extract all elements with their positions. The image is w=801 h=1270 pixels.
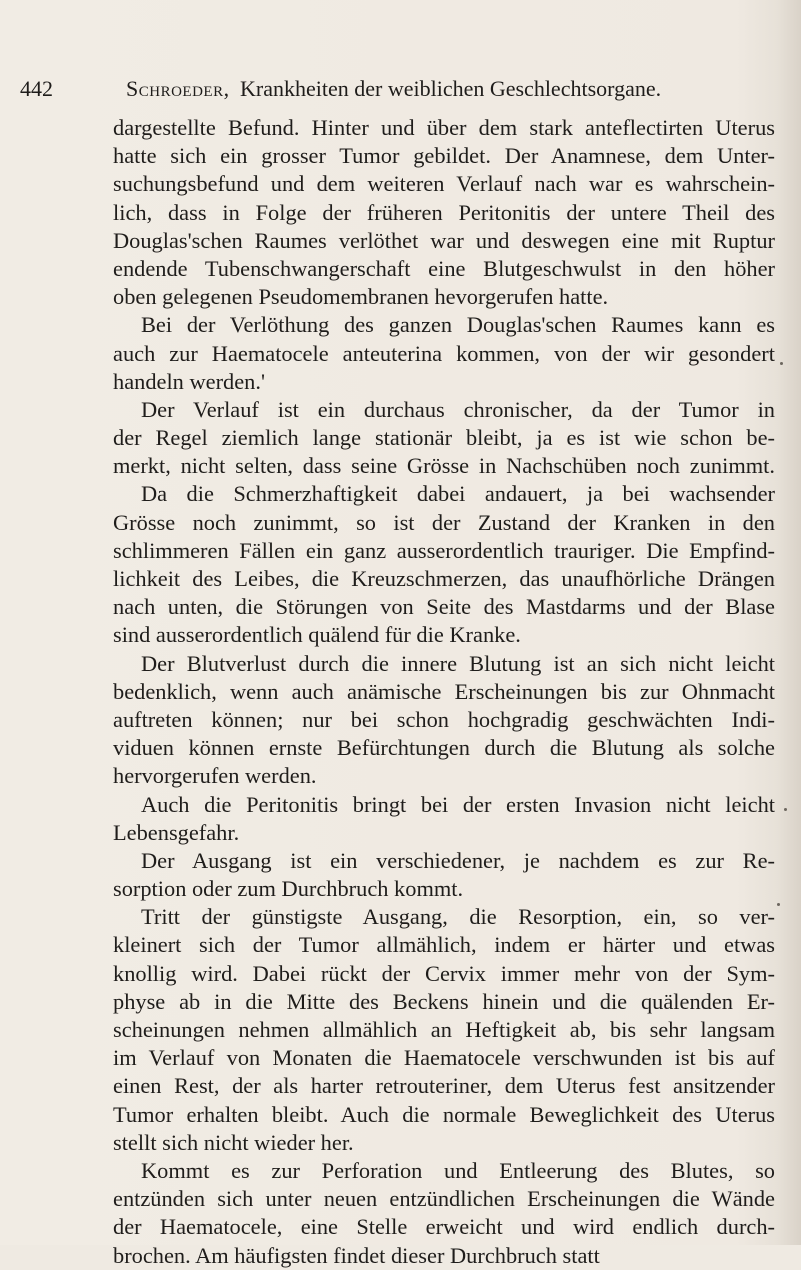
text-line: hervorgerufen werden. [113, 763, 317, 789]
text-line: Der Verlauf ist ein durchaus chronischer, da der Tumor in [141, 396, 775, 422]
text-line: Bei der Verlöthung des ganzen Douglas'schen Raumes kann es [141, 312, 775, 338]
text-line: oben gelegenen Pseudomembranen hevorgerufen hatte. [113, 284, 609, 310]
text-line: im Verlauf von Monaten die Haematocele verschwunden ist bis auf [113, 1045, 775, 1071]
text-line: Tumor erhalten bleibt. Auch die normale Beweglichkeit des Uterus [113, 1101, 775, 1127]
text-line: Grösse noch zunimmt, so ist der Zustand der Kranken in den [113, 509, 775, 535]
text-line: sind ausserordentlich quälend für die Kranke. [113, 622, 521, 648]
text-line: auch zur Haematocele anteuterina kommen, von der wir gesondert [113, 340, 775, 366]
text-line: der Regel ziemlich lange stationär bleibt, ja es ist wie schon be- [113, 425, 775, 451]
page-number: 442 [20, 76, 53, 101]
text-line: suchungsbefund und dem weiteren Verlauf nach war es wahrschein- [113, 171, 775, 197]
text-line: Lebensgefahr. [113, 819, 240, 845]
text-line: knollig wird. Dabei rückt der Cervix immer mehr von der Sym- [113, 960, 775, 986]
text-line: dargestellte Befund. Hinter und über dem stark anteflectirten Uterus [113, 115, 775, 140]
text-line: Auch die Peritonitis bringt bei der ersten Invasion nicht leicht [141, 791, 775, 817]
text-line: scheinungen nehmen allmählich an Heftigkeit ab, bis sehr langsam [113, 1017, 775, 1042]
text-line: Der Blutverlust durch die innere Blutung ist an sich nicht leicht [141, 650, 775, 676]
text-line: schlimmeren Fällen ein ganz ausserordentlich trauriger. Die Empfind- [113, 537, 775, 563]
text-line: handeln werden.' [113, 368, 266, 394]
body-text [113, 114, 775, 1270]
text-line: brochen. Am häufigsten findet dieser Durchbruch statt [113, 1242, 600, 1268]
text-line: der Haematocele, eine Stelle erweicht und wird endlich durch- [113, 1214, 775, 1240]
print-speck [777, 903, 780, 906]
text-line: merkt, nicht selten, dass seine Grösse in Nachschüben noch zunimmt. [113, 453, 775, 479]
text-line: lich, dass in Folge der früheren Peritonitis der untere Theil des [113, 199, 775, 225]
text-line: lichkeit des Leibes, die Kreuzschmerzen, das unaufhörliche Drängen [113, 566, 775, 591]
print-speck [784, 808, 787, 811]
text-line: entzünden sich unter neuen entzündlichen Erscheinungen die Wände [113, 1186, 775, 1212]
text-line: viduen können ernste Befürchtungen durch die Blutung als solche [113, 735, 775, 761]
print-speck [780, 362, 783, 365]
text-line: bedenklich, wenn auch anämische Erscheinungen bis zur Ohnmacht [113, 678, 775, 704]
text-line: Douglas'schen Raumes verlöthet war und deswegen eine mit Ruptur [113, 227, 775, 253]
text-line: sorption oder zum Durchbruch kommt. [113, 876, 464, 902]
text-line: physe ab in die Mitte des Beckens hinein und die quälenden Er- [113, 988, 775, 1014]
text-line: einen Rest, der als harter retrouteriner, dem Uterus fest ansitzender [113, 1073, 775, 1099]
text-line: auftreten können; nur bei schon hochgradig geschwächten Indi- [113, 706, 775, 732]
text-line: endende Tubenschwangerschaft eine Blutgeschwulst in den höher [113, 255, 775, 281]
running-header-author: Schroeder, [126, 76, 230, 101]
text-line: hatte sich ein grosser Tumor gebildet. Der Anamnese, dem Unter- [113, 143, 775, 169]
text-line: nach unten, die Störungen von Seite des Mastdarms und der Blase [113, 594, 775, 620]
text-line: Kommt es zur Perforation und Entleerung des Blutes, so [141, 1157, 775, 1183]
text-line: Der Ausgang ist ein verschiedener, je nachdem es zur Re- [141, 847, 775, 873]
running-header-title: Krankheiten der weiblichen Geschlechtsorgane. [240, 76, 662, 101]
text-line: Tritt der günstigste Ausgang, die Resorption, ein, so ver- [141, 904, 775, 930]
text-line: Da die Schmerzhaftigkeit dabei andauert, ja bei wachsender [141, 481, 775, 507]
text-line: stellt sich nicht wieder her. [113, 1129, 354, 1155]
text-line: kleinert sich der Tumor allmählich, indem er härter und etwas [113, 932, 775, 958]
